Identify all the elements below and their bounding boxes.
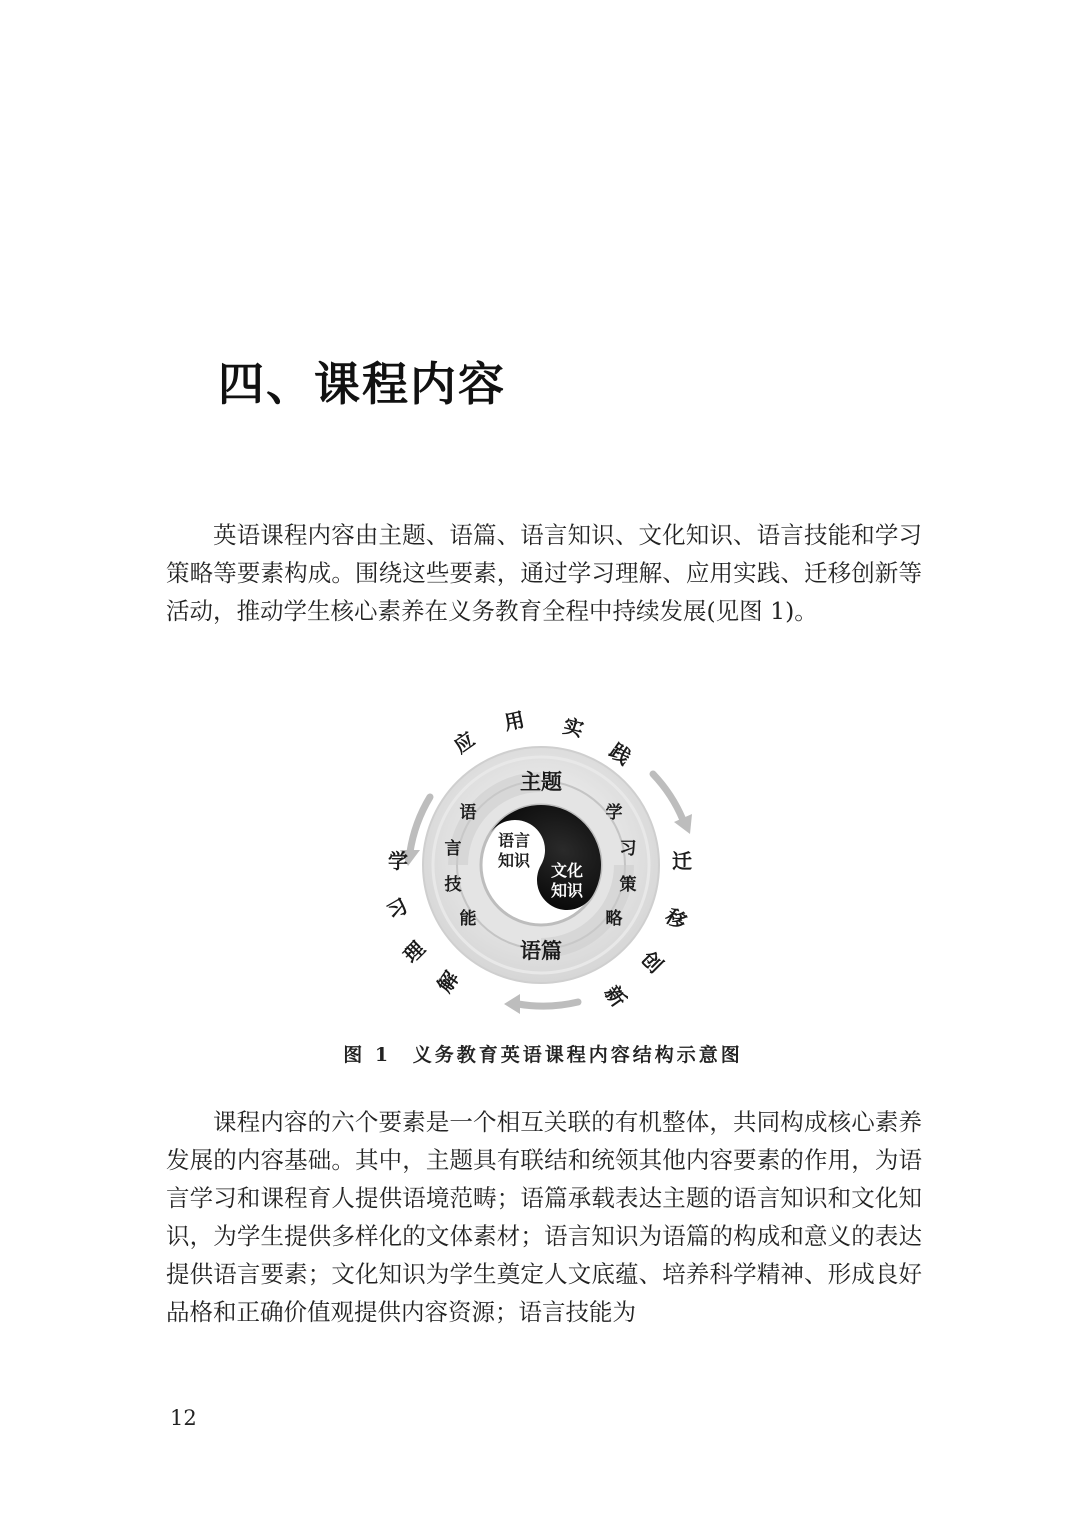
outer-char: 创: [636, 946, 668, 978]
ring-char: 习: [619, 839, 637, 859]
outer-char: 理: [398, 936, 430, 968]
ring-char: 语: [459, 803, 477, 823]
label-discourse: 语篇: [520, 939, 562, 963]
core-line: 语言: [497, 831, 531, 850]
caption-text: 义务教育英语课程内容结构示意图: [412, 1044, 743, 1066]
cycle-arrow-bottom: [518, 1002, 578, 1006]
ring-char: 策: [619, 875, 637, 895]
core-line: 知识: [550, 881, 584, 900]
core-line: 知识: [497, 851, 531, 870]
outer-char: 解: [432, 966, 464, 997]
section-title: 四、课程内容: [218, 357, 506, 411]
outer-char: 用: [502, 707, 527, 735]
outer-char: 新: [599, 981, 632, 1012]
diagram-svg: [378, 702, 708, 1022]
label-cultural-knowledge: [551, 861, 584, 900]
outer-char: 习: [382, 893, 412, 925]
arrowhead-bottom: [504, 994, 520, 1014]
cycle-arrow-right: [653, 774, 683, 820]
outer-char: 迁: [672, 849, 692, 873]
outer-char: 移: [661, 903, 691, 935]
outer-char: 应: [449, 726, 480, 759]
label-language-knowledge: [498, 831, 531, 870]
outer-char: 学: [388, 849, 408, 873]
intro-paragraph: 英语课程内容由主题、语篇、语言知识、文化知识、语言技能和学习策略等要素构成。围绕这些要素，通过学习理解、应用实践、迁移创新等活动，推动学生核心素养在义务教育全程中持续发展(见图 1)。: [166, 521, 922, 625]
outer-char: 实: [560, 713, 587, 742]
ring-char: 言: [444, 839, 462, 859]
ring-char: 能: [459, 909, 477, 929]
core-line: 文化: [550, 861, 584, 880]
page-number: 12: [170, 1406, 197, 1430]
ring-char: 学: [605, 803, 623, 823]
figure-caption: [0, 1040, 1086, 1067]
course-structure-diagram: [378, 702, 708, 1022]
outer-char: 践: [605, 738, 636, 770]
caption-label: 图 1: [343, 1044, 392, 1066]
ring-char: 略: [605, 909, 623, 929]
label-theme: 主题: [520, 770, 562, 794]
body-paragraph: 课程内容的六个要素是一个相互关联的有机整体，共同构成核心素养发展的内容基础。其中，主题具有联结和统领其他内容要素的作用，为语言学习和课程育人提供语境范畴；语篇承载表达主题的语言知识和文化知识，为学生提供多样化的文体素材；语言知识为语篇的构成和意义的表达提供语言要素；文化知识为学生奠定人文底蕴、培养科学精神、形成良好品格和正确价值观提供内容资源；语言技能为: [166, 1108, 922, 1326]
ring-char: 技: [444, 875, 462, 895]
